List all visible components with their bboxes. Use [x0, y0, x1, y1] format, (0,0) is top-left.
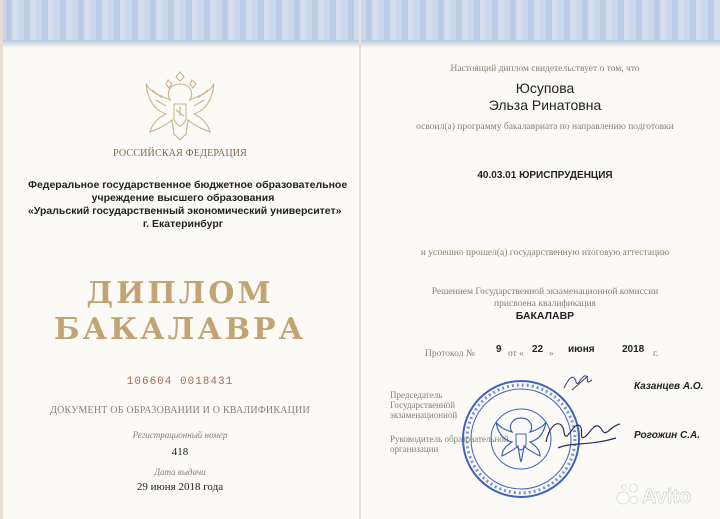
institution-city: г. Екатеринбург	[142, 218, 224, 230]
protocol-from-label: от «	[508, 349, 524, 359]
coat-of-arms-emblem-icon	[140, 66, 220, 148]
commission-text: Решением Государственной экзаменационной комиссии	[431, 287, 659, 297]
protocol-month: июня	[568, 344, 595, 355]
program-text: освоил(а) программу бакалавриата по направлению подготовки	[416, 122, 674, 132]
document-type: ДОКУМЕНТ ОБ ОБРАЗОВАНИИ И О КВАЛИФИКАЦИИ	[50, 405, 310, 416]
protocol-label: Протокол №	[425, 349, 475, 359]
institution-line: «Уральский государственный экономический университет»	[28, 205, 342, 217]
avito-logo-icon	[614, 478, 714, 510]
avito-logo-text: Avito	[642, 486, 692, 508]
chair-role-line: Государственной	[390, 400, 456, 410]
page-fold	[359, 0, 361, 519]
serial-number: 106604 0018431	[126, 376, 234, 388]
head-role-line: организации	[390, 444, 439, 454]
head-name: Рогожин С.А.	[634, 430, 701, 441]
country-label: РОССИЙСКАЯ ФЕДЕРАЦИЯ	[112, 148, 248, 159]
institution-line: Федеральное государственное бюджетное образовательное	[28, 179, 348, 191]
issue-date: 29 июня 2018 года	[136, 481, 224, 493]
head-signature-icon	[540, 412, 628, 456]
diploma-title-line2: БАКАЛАВРА	[53, 312, 307, 347]
certifies-text: Настоящий диплом свидетельствует о том, что	[450, 64, 640, 74]
chair-role-line: Председатель	[390, 390, 443, 400]
protocol-day-close: »	[549, 349, 554, 359]
protocol-day: 22	[532, 344, 544, 355]
institution-line: учреждение высшего образования	[91, 192, 275, 204]
diploma-title-line1: ДИПЛОМ	[86, 276, 274, 311]
graduate-given-names: Эльза Ринатовна	[488, 97, 602, 113]
specialty: 40.03.01 ЮРИСПРУДЕНЦИЯ	[477, 170, 613, 181]
commission-text-2: присвоена квалификация	[494, 299, 596, 309]
protocol-year-suffix: г.	[653, 349, 659, 359]
registration-number: 418	[171, 446, 189, 458]
graduate-surname: Юсупова	[515, 80, 575, 96]
qualification: БАКАЛАВР	[515, 310, 575, 322]
registration-label: Регистрационный номер	[132, 430, 228, 440]
head-role-line: Руководитель образовательной	[390, 434, 509, 444]
page-edge	[0, 0, 3, 519]
issue-date-label: Дата выдачи	[154, 467, 206, 477]
protocol-year: 2018	[622, 344, 645, 355]
chair-role-line: экзаменационной	[390, 410, 458, 420]
attestation-text: и успешно прошел(а) государственную итоговую аттестацию	[420, 248, 670, 258]
protocol-number: 9	[496, 344, 502, 355]
chair-name: Казанцев А.О.	[634, 381, 704, 392]
